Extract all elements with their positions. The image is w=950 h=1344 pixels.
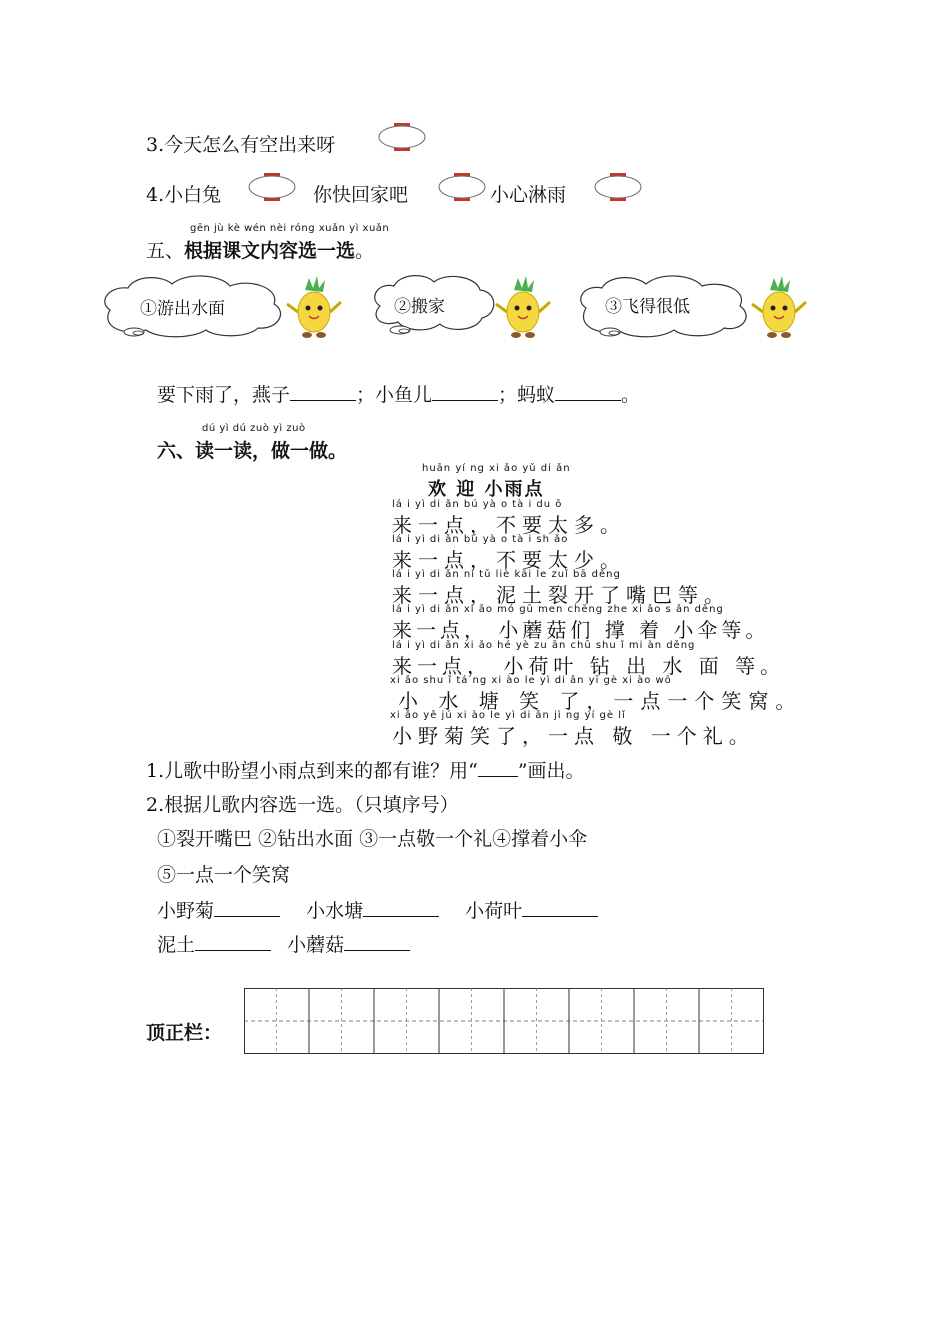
section5-title: 根据课文内容选一选 [184,240,356,262]
ant-answer-blank[interactable] [555,382,621,401]
poem-line: 来一点， 小蘑菇们 撑 着 小伞等。 [392,618,770,642]
pineapple-mascot-icon [748,276,810,342]
poem-line: 小野菊笑了，一点 敬 一个礼。 [392,724,755,748]
question-1: 1.儿歌中盼望小雨点到来的都有谁？用“ ”画出。 [146,760,585,782]
question-2-options-line1: ①裂开嘴巴 ②钻出水面 ③一点敬一个礼④撑着小伞 [157,828,588,850]
lantern-answer-slot[interactable] [248,172,296,202]
footer-label: 顶正栏： [146,1022,223,1044]
poem-title-pinyin: huān yí ng xi ǎo yǔ di ǎn [422,463,571,474]
poem-title: 欢 迎 小雨点 [428,479,545,500]
section5-sentence: 要下雨了，燕子 ；小鱼儿 ；蚂蚁 。 [157,384,641,406]
option-1-label: ①游出水面 [140,299,225,319]
question-2-title: 2.根据儿歌内容选一选。（只填序号） [146,794,459,816]
answer-row-2: 泥土 小蘑菇 [157,930,410,957]
section5-heading [146,236,374,263]
item-4-text-b: 你快回家吧 [313,184,409,206]
fish-answer-blank[interactable] [432,382,498,401]
section5-pinyin: gēn jù kè wén nèi róng xuǎn yì xuǎn [190,223,390,234]
lantern-answer-slot[interactable] [594,172,642,202]
poem-line-pinyin: xi ǎo shu ǐ tá ng xi ào le yì di ǎn yī gè xi ào wō [390,675,672,686]
poem-line: 来一点，不要太多。 [392,513,626,537]
section6-title: 六、读一读，做一做。 [157,440,348,462]
section5-prefix: 五、 [146,240,185,262]
underline-sample [478,758,518,777]
item-3-text: 3.今天怎么有空出来呀 [146,134,336,156]
poem-line-pinyin: lá i yì di ǎn ní tǔ liè kāi le zuǐ bā děng [392,569,621,580]
poem-line-pinyin: lá i yì di ǎn xi ǎo mó gū men chēng zhe xi ǎo s ǎn děng [392,604,724,615]
question-2-options-line2: ⑤一点一个笑窝 [157,864,291,886]
pineapple-mascot-icon [283,276,345,342]
poem-line: 来一点， 小荷叶 钻 出 水 面 等。 [392,654,786,678]
poem-line: 小 水 塘 笑 了，一点一个笑窝。 [398,689,803,713]
item-4-text-c: 小心淋雨 [490,184,567,206]
lantern-answer-slot[interactable] [438,172,486,202]
item-4-text-a: 4.小白兔 [146,184,222,206]
answer-row-1: 小野菊 小水塘 小荷叶 [157,896,598,923]
poem-line-pinyin: lá i yì di ǎn bú yà o tà i du ō [392,499,563,510]
poem-line-pinyin: lá i yì di ǎn xi ǎo hé yè zu ān chū shu ǐ mi àn děng [392,640,696,651]
poem-line: 来一点，不要太少。 [392,548,626,572]
poem-line: 来一点，泥土裂开了嘴巴等。 [392,583,730,607]
answer-blank[interactable] [195,932,271,951]
pineapple-mascot-icon [492,276,554,342]
poem-line-pinyin: xi ǎo yě jú xi ào le yì di ǎn jì ng yí gè lǐ [390,710,626,721]
option-2-label: ②搬家 [394,297,445,317]
swallow-answer-blank[interactable] [290,382,356,401]
answer-blank[interactable] [214,898,280,917]
section6-pinyin: dú yì dú zuò yì zuò [202,423,306,434]
writing-grid[interactable] [244,988,764,1054]
option-3-label: ③飞得很低 [605,297,690,317]
poem-line-pinyin: lá i yì di ǎn bú yà o tà i sh ǎo [392,534,569,545]
answer-blank[interactable] [344,932,410,951]
answer-blank[interactable] [363,898,439,917]
answer-blank[interactable] [522,898,598,917]
lantern-answer-slot[interactable] [378,122,426,152]
section5-suffix: 。 [355,240,375,262]
